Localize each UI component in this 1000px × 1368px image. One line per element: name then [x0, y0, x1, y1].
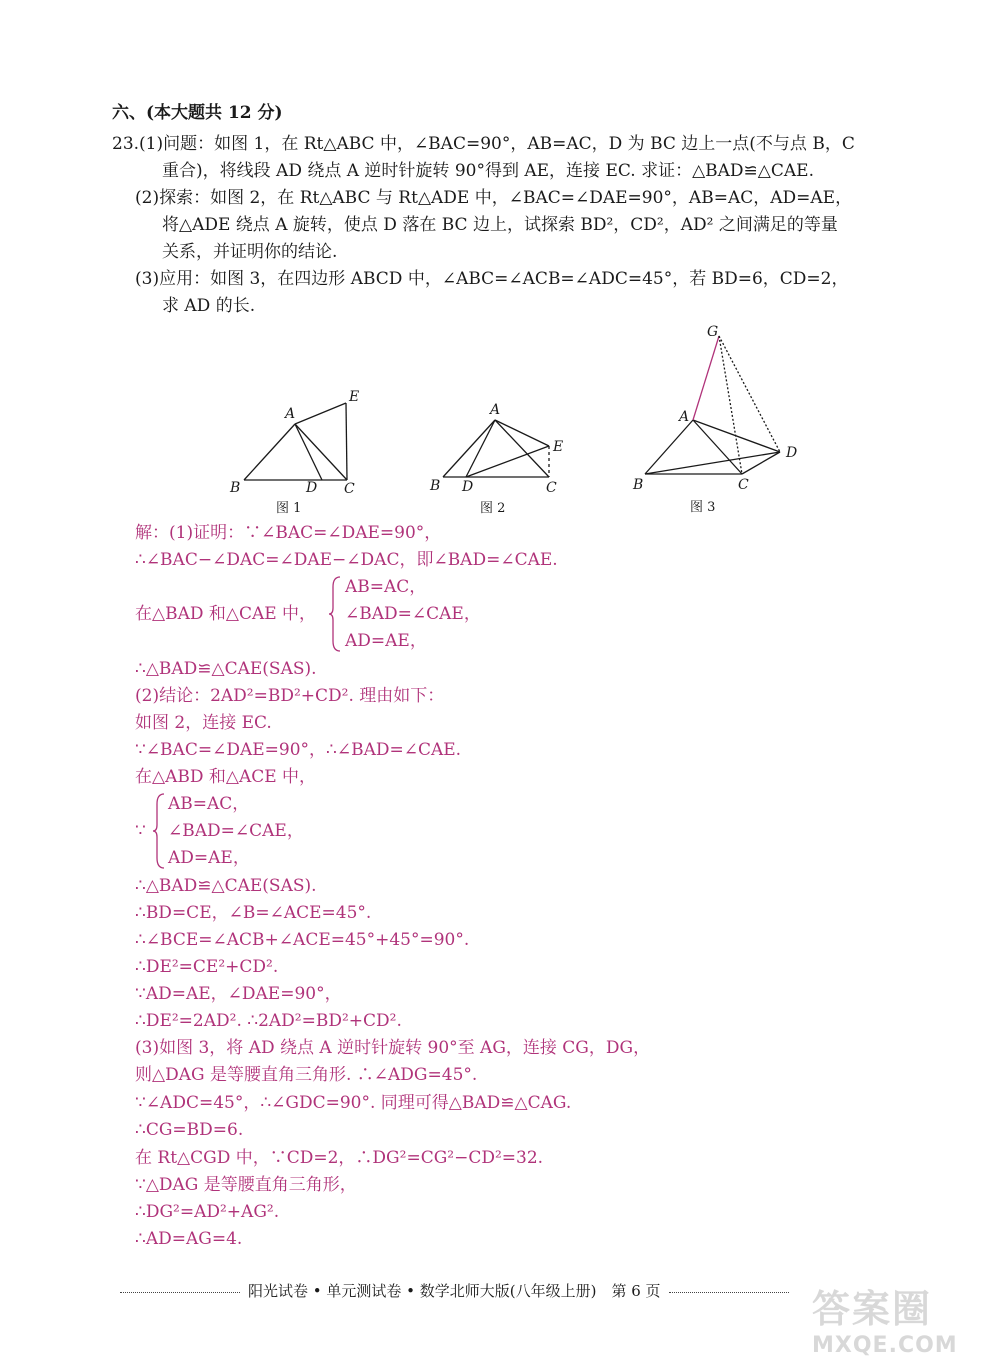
problem-part2-line2: 将△ADE 绕点 A 旋转，使点 D 落在 BC 边上，试探索 BD²，CD²，AD² 之间满足的等量 — [162, 215, 838, 235]
fig1-label-a: A — [285, 406, 296, 422]
fig3-label-a: A — [679, 409, 690, 425]
figure-1 — [244, 403, 347, 480]
solution-line-17: 则△DAG 是等腰直角三角形. ∴∠ADG=45°. — [135, 1065, 478, 1085]
brace2-item-2: ∠BAD=∠CAE， — [168, 821, 304, 841]
problem-part2-line1: (2)探索：如图 2，在 Rt△ABC 与 Rt△ADE 中，∠BAC=∠DAE=90°，AB=AC，AD=AE， — [135, 188, 853, 208]
brace2-item-1: AB=AC， — [168, 794, 250, 814]
problem-part1-line1: 23.(1)问题：如图 1，在 Rt△ABC 中，∠BAC=90°，AB=AC，D 为 BC 边上一点(不与点 B，C — [112, 134, 855, 154]
solution-line-15: ∴DE²=2AD². ∴2AD²=BD²+CD². — [135, 1011, 402, 1031]
solution-line-10: ∴△BAD≌△CAE(SAS). — [135, 876, 317, 896]
fig2-caption: 图 2 — [480, 501, 506, 516]
brace2-item-3: AD=AE， — [168, 848, 250, 868]
watermark — [812, 1278, 982, 1358]
solution-line-23: ∴AD=AG=4. — [135, 1229, 243, 1249]
figure-2 — [443, 420, 549, 477]
brace-2 — [152, 792, 166, 870]
fig3-label-c: C — [738, 477, 749, 493]
fig3-label-g: G — [707, 324, 719, 340]
solution-line-13: ∴DE²=CE²+CD². — [135, 957, 279, 977]
solution-line-16: (3)如图 3，将 AD 绕点 A 逆时针旋转 90°至 AG，连接 CG，DG， — [135, 1038, 651, 1058]
solution-line-4: ∴△BAD≌△CAE(SAS). — [135, 659, 317, 679]
fig3-label-b: B — [633, 477, 644, 493]
footer-text: 阳光试卷 • 单元测试卷 • 数学北师大版(八年级上册) 第 6 页 — [248, 1282, 661, 1300]
solution-line-3: 在△BAD 和△CAE 中， — [135, 604, 317, 624]
solution-line-12: ∴∠BCE=∠ACB+∠ACE=45°+45°=90°. — [135, 930, 470, 950]
solution-line-20: 在 Rt△CGD 中，∵CD=2，∴DG²=CG²−CD²=32. — [135, 1148, 544, 1168]
fig2-label-c: C — [546, 480, 557, 496]
solution-line-19: ∴CG=BD=6. — [135, 1120, 244, 1140]
solution-line-8: 在△ABD 和△ACE 中， — [135, 767, 317, 787]
problem-part3-line1: (3)应用：如图 3，在四边形 ABCD 中，∠ABC=∠ACB=∠ADC=45°，若 BD=6，CD=2， — [135, 269, 849, 289]
problem-part1-line2: 重合)，将线段 AD 绕点 A 逆时针旋转 90°得到 AE，连接 EC. 求证：△BAD≌△CAE. — [162, 161, 814, 181]
brace1-item-1: AB=AC， — [345, 577, 427, 597]
figures-area — [0, 320, 1000, 520]
footer-dots-right — [669, 1292, 789, 1293]
footer-dots-left — [120, 1292, 240, 1293]
solution-line-22: ∴DG²=AD²+AG². — [135, 1202, 280, 1222]
fig1-label-d: D — [306, 480, 318, 496]
problem-part2-line3: 关系，并证明你的结论. — [162, 242, 338, 262]
brace1-item-2: ∠BAD=∠CAE， — [345, 604, 481, 624]
fig2-label-d: D — [462, 479, 474, 495]
fig2-label-e: E — [553, 439, 564, 455]
page-footer — [112, 1280, 882, 1301]
fig1-label-e: E — [349, 389, 360, 405]
watermark-bottom: MXQE.COM — [812, 1333, 958, 1358]
fig1-label-b: B — [230, 480, 241, 496]
section-heading: 六、(本大题共 12 分) — [112, 103, 283, 123]
fig3-label-d: D — [786, 445, 798, 461]
figure-3 — [645, 336, 780, 474]
solution-line-18: ∵∠ADC=45°，∴∠GDC=90°. 同理可得△BAD≌△CAG. — [135, 1093, 572, 1113]
solution-line-1: 解：(1)证明：∵∠BAC=∠DAE=90°， — [135, 523, 442, 543]
solution-line-14: ∵AD=AE，∠DAE=90°， — [135, 984, 342, 1004]
solution-line-5: (2)结论：2AD²=BD²+CD². 理由如下： — [135, 686, 445, 706]
watermark-top: 答案圈 — [812, 1287, 933, 1331]
solution-line-11: ∴BD=CE，∠B=∠ACE=45°. — [135, 903, 372, 923]
solution-line-21: ∵△DAG 是等腰直角三角形， — [135, 1175, 357, 1195]
fig1-label-c: C — [344, 481, 355, 497]
brace-1 — [328, 575, 342, 653]
fig2-label-b: B — [430, 478, 441, 494]
fig3-caption: 图 3 — [690, 500, 716, 515]
problem-part3-line2: 求 AD 的长. — [162, 296, 256, 316]
solution-line-7: ∵∠BAC=∠DAE=90°，∴∠BAD=∠CAE. — [135, 740, 462, 760]
brace1-item-3: AD=AE， — [345, 631, 427, 651]
fig2-label-a: A — [490, 402, 501, 418]
fig1-caption: 图 1 — [276, 501, 302, 516]
solution-because-mark: ∵ — [135, 821, 146, 841]
solution-line-2: ∴∠BAC−∠DAC=∠DAE−∠DAC，即∠BAD=∠CAE. — [135, 550, 558, 570]
solution-line-6: 如图 2，连接 EC. — [135, 713, 272, 733]
